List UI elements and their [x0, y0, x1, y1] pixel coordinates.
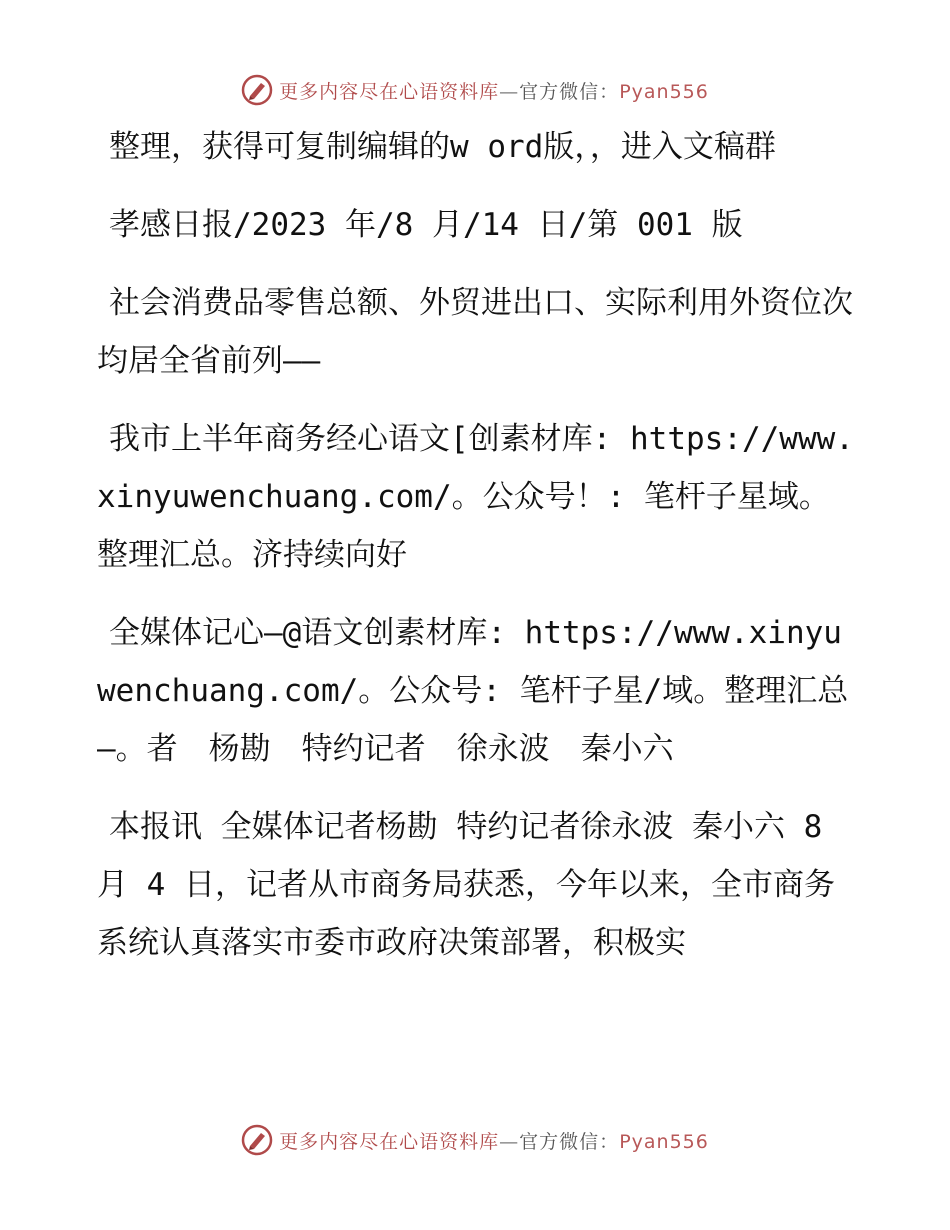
header-wechat-label: 官方微信： [519, 80, 620, 103]
header-dash: — [499, 80, 520, 103]
paragraph-5 [97, 604, 857, 778]
footer-brand-text: 更多内容尽在心语资料库 [279, 1130, 500, 1153]
document-body [97, 118, 857, 992]
pen-logo-icon [241, 1124, 273, 1156]
paragraph-2 [97, 196, 857, 254]
page-header-banner [0, 70, 950, 110]
footer-wechat-handle: Pyan556 [619, 1130, 709, 1153]
header-banner-text [279, 77, 709, 104]
paragraph-1-text: 整理，获得可复制编辑的w ord版，，进入文稿群 [109, 129, 776, 165]
paragraph-4-text: 我市上半年商务经心语文[创素材库: https://www.xinyuwenchuang.com/。公众号！: 笔杆子星域。整理汇总。济持续向好 [97, 421, 854, 573]
paragraph-5-text: 全媒体记心—@语文创素材库: https://www.xinyuwenchuang.com/。公众号: 笔杆子星/域。整理汇总—。者 杨勘 特约记者 徐永波 秦小六 [97, 615, 849, 767]
paragraph-4 [97, 410, 857, 584]
paragraph-6-text: 本报讯 全媒体记者杨勘 特约记者徐永波 秦小六 8 月 4 日，记者从市商务局获悉，今年以来，全市商务系统认真落实市委市政府决策部署，积极实 [97, 809, 835, 961]
paragraph-3-text: 社会消费品零售总额、外贸进出口、实际利用外资位次均居全省前列—— [97, 285, 853, 379]
footer-wechat-label: 官方微信： [519, 1130, 620, 1153]
header-brand-text: 更多内容尽在心语资料库 [279, 80, 500, 103]
paragraph-1 [97, 118, 857, 176]
page-footer-banner [0, 1120, 950, 1160]
footer-banner-text [279, 1127, 709, 1154]
footer-dash: — [499, 1130, 520, 1153]
paragraph-2-text: 孝感日报/2023 年/8 月/14 日/第 001 版 [109, 207, 743, 243]
paragraph-3 [97, 274, 857, 390]
paragraph-6 [97, 798, 857, 972]
header-wechat-handle: Pyan556 [619, 80, 709, 103]
pen-logo-icon [241, 74, 273, 106]
